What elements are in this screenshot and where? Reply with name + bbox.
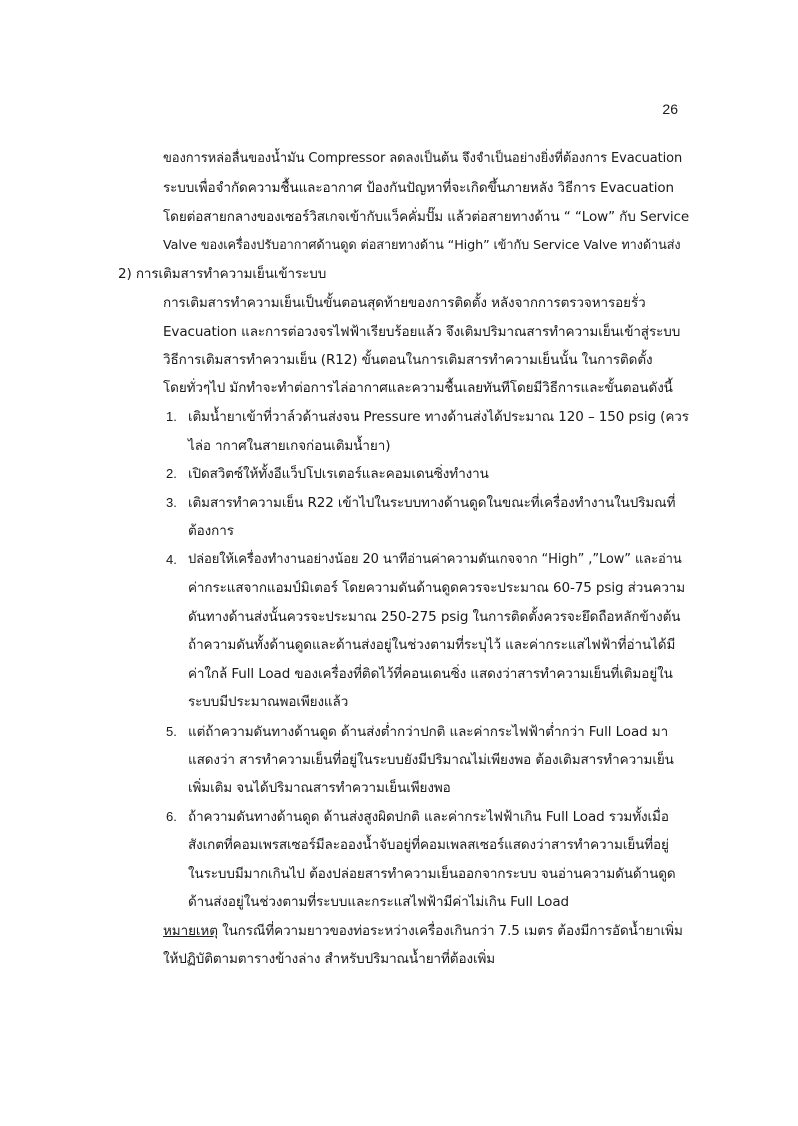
step-line: ถ้าความดันทั้งด้านดูดและด้านส่งอยู่ในช่วงตามที่ระบุไว้ และค่ากระแสไฟฟ้าที่อ่านได้มี	[188, 637, 676, 653]
section-heading: 2) การเติมสารทำความเย็นเข้าระบบ	[118, 266, 327, 282]
step-number: 6.	[166, 809, 177, 824]
step-line: ต้องการ	[188, 523, 234, 539]
step-line: ค่าใกล้ Full Load ของเครื่องที่ติดไว้ที่คอนเดนซิ่ง แสดงว่าสารทำความเย็นที่เติมอยู่ใน	[188, 666, 673, 682]
step-line: ดันทางด้านส่งนั้นควรจะประมาณ 250-275 psig ในการติดตั้งควรจะยึดถือหลักข้างต้น	[188, 609, 681, 625]
page-number: 26	[662, 101, 678, 117]
step-line: แต่ถ้าความดันทางด้านดูด ด้านส่งต่ำกว่าปกติ และค่ากระไฟฟ้าต่ำกว่า Full Load มา	[188, 724, 669, 740]
step-line: แสดงว่า สารทำความเย็นที่อยู่ในระบบยังมีปริมาณไม่เพียงพอ ต้องเติมสารทำความเย็น	[188, 752, 674, 768]
step-line: เติมสารทำความเย็น R22 เข้าไปในระบบทางด้านดูดในขณะที่เครื่องทำงานในปริมณที่	[188, 495, 676, 511]
step-line: ปล่อยให้เครื่องทำงานอย่างน้อย 20 นาทีอ่านค่าความดันเกจจาก “High” ,”Low” และอ่าน	[188, 552, 682, 567]
paragraph-line: Valve ของเครื่องปรับอากาศด้านดูด ต่อสายทางด้าน “High” เข้ากับ Service Valve ทางด้านส่ง	[163, 238, 681, 253]
step-line: ในระบบมีมากเกินไป ต้องปล่อยสารทำความเย็นออกจากระบบ จนอ่านความดันด้านดูด	[188, 866, 676, 882]
step-line: เพิ่มเติม จนได้ปริมาณสารทำความเย็นเพียงพอ	[188, 780, 451, 796]
paragraph-line: การเติมสารทำความเย็นเป็นขั้นตอนสุดท้ายของการติดตั้ง หลังจากการตรวจหารอยรั่ว	[163, 295, 646, 311]
note-label: หมายเหตุ	[163, 923, 218, 939]
paragraph-line: Evacuation และการต่อวงจรไฟฟ้าเรียบร้อยแล้ว จึงเติมปริมาณสารทำความเย็นเข้าสู่ระบบ	[163, 324, 681, 340]
step-number: 1.	[166, 409, 177, 424]
step-line: เปิดสวิตซ์ให้ทั้งอีแว็ปโปเรเตอร์และคอมเดนซิ่งทำงาน	[188, 466, 489, 482]
paragraph-line: วิธีการเติมสารทำความเย็น (R12) ขั้นตอนในการเติมสารทำความเย็นนั้น ในการติดตั้ง	[163, 352, 653, 368]
paragraph-line: โดยทั่วๆไป มักทำจะทำต่อการไล่อากาศและความชื้นเลยทันทีโดยมีวิธีการและขั้นตอนดังนี้	[163, 380, 673, 396]
step-line: ด้านส่งอยู่ในช่วงตามที่ระบบและกระแสไฟฟ้ามีค่าไม่เกิน Full Load	[188, 894, 569, 910]
step-number: 4.	[166, 552, 177, 567]
step-number: 5.	[166, 724, 177, 739]
note-line: ให้ปฏิบัติตามตารางข้างล่าง สำหรับปริมาณน้ำยาที่ต้องเพิ่ม	[163, 951, 496, 967]
note-line	[163, 921, 683, 941]
paragraph-line: ของการหล่อลื่นของน้ำมัน Compressor ลดลงเป็นต้น จึงจำเป็นอย่างยิ่งที่ต้องการ Evacuation	[163, 151, 683, 166]
step-line: ถ้าความดันทางด้านดูด ด้านส่งสูงผิดปกติ และค่ากระไฟฟ้าเกิน Full Load รวมทั้งเมื่อ	[188, 809, 669, 825]
step-line: ค่ากระแสจากแอมป์มิเตอร์ โดยความดันด้านดูดควรจะประมาณ 60-75 psig ส่วนความ	[188, 580, 686, 596]
step-line: ไล่อ ากาศในสายเกจก่อนเติมน้ำยา)	[188, 438, 391, 454]
step-line: ระบบมีประมาณพอเพียงแล้ว	[188, 694, 349, 710]
paragraph-line: โดยต่อสายกลางของเซอร์วิสเกจเข้ากับแว็คคั่มปั๊ม แล้วต่อสายทางด้าน “ “Low” กับ Service	[163, 209, 690, 225]
step-number: 2.	[166, 466, 177, 481]
paragraph-line: ระบบเพื่อจำกัดความชื้นและอากาศ ป้องกันปัญหาที่จะเกิดขึ้นภายหลัง วิธีการ Evacuation	[163, 180, 674, 196]
step-line: เติมน้ำยาเข้าที่วาล์วด้านส่งจน Pressure ทางด้านส่งได้ประมาณ 120 – 150 psig (ควร	[188, 409, 689, 425]
note-text: ในกรณีที่ความยาวของท่อระหว่างเครื่องเกินกว่า 7.5 เมตร ต้องมีการอัดน้ำยาเพิ่ม	[217, 923, 683, 939]
step-number: 3.	[166, 495, 177, 510]
step-line: สังเกตที่คอมเพรสเซอร์มีละอองน้ำจับอยู่ที่คอมเพลสเซอร์แสดงว่าสารทำความเย็นที่อยู่	[188, 837, 669, 853]
